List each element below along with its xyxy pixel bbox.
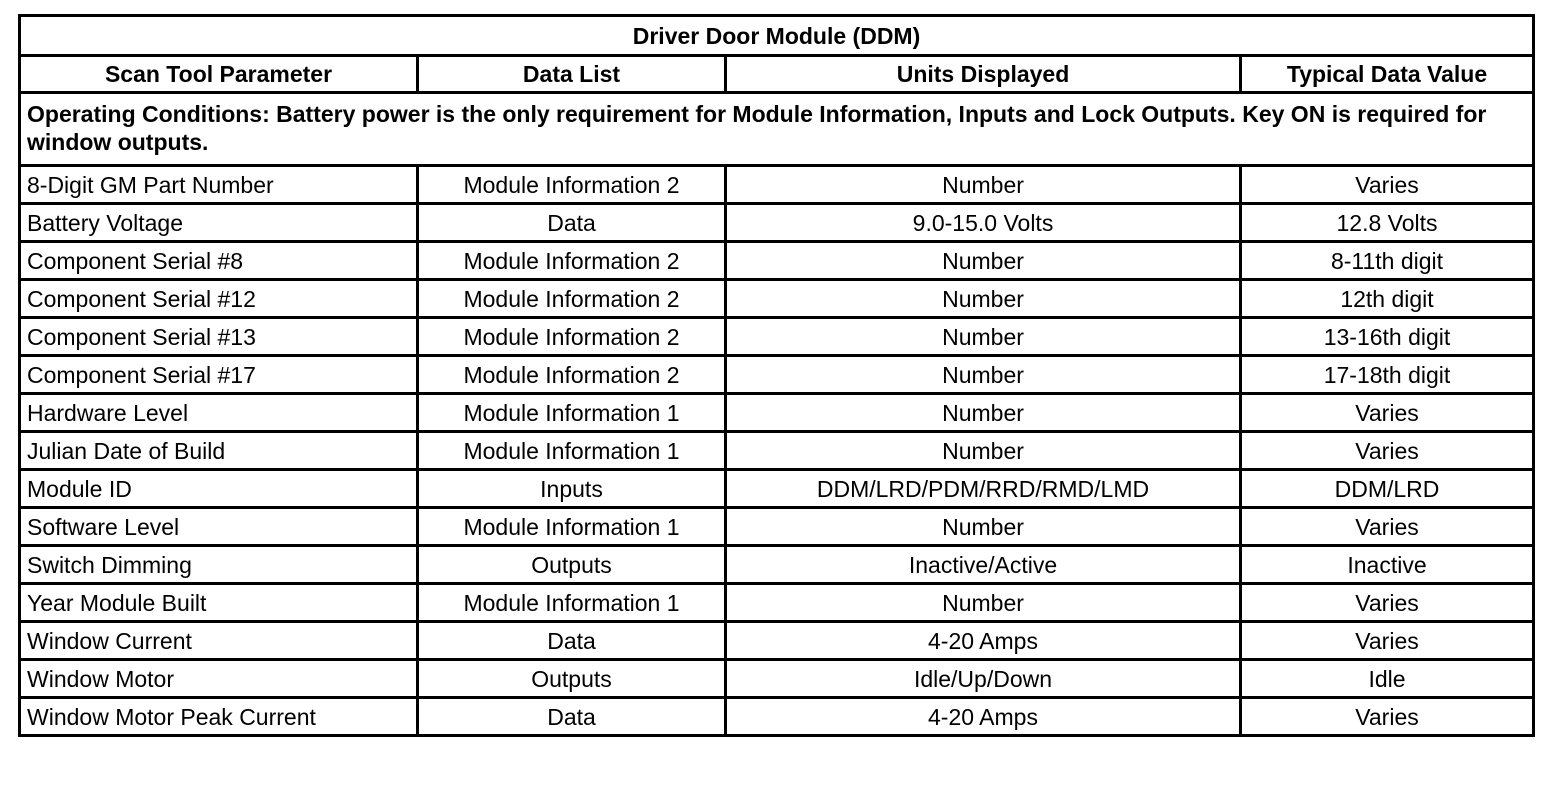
table-row: [20, 622, 1534, 660]
cell-scan-tool-parameter: Software Level: [20, 508, 418, 546]
cell-units-displayed: DDM/LRD/PDM/RRD/RMD/LMD: [726, 470, 1241, 508]
table-row: [20, 432, 1534, 470]
cell-units-displayed: Number: [726, 166, 1241, 204]
cell-typical-data-value: Varies: [1241, 394, 1534, 432]
cell-data-list: Data: [418, 698, 726, 736]
cell-typical-data-value: Varies: [1241, 166, 1534, 204]
cell-data-list: Module Information 1: [418, 394, 726, 432]
cell-units-displayed: Number: [726, 242, 1241, 280]
cell-scan-tool-parameter: Component Serial #13: [20, 318, 418, 356]
table-row: [20, 318, 1534, 356]
cell-data-list: Module Information 2: [418, 166, 726, 204]
cell-units-displayed: 4-20 Amps: [726, 698, 1241, 736]
cell-units-displayed: Inactive/Active: [726, 546, 1241, 584]
table-row: [20, 584, 1534, 622]
cell-scan-tool-parameter: Component Serial #8: [20, 242, 418, 280]
cell-typical-data-value: Varies: [1241, 698, 1534, 736]
cell-typical-data-value: Inactive: [1241, 546, 1534, 584]
cell-units-displayed: 4-20 Amps: [726, 622, 1241, 660]
cell-units-displayed: 9.0-15.0 Volts: [726, 204, 1241, 242]
cell-data-list: Module Information 2: [418, 280, 726, 318]
cell-data-list: Module Information 1: [418, 508, 726, 546]
cell-scan-tool-parameter: Component Serial #17: [20, 356, 418, 394]
cell-typical-data-value: 8-11th digit: [1241, 242, 1534, 280]
cell-data-list: Outputs: [418, 546, 726, 584]
cell-typical-data-value: Varies: [1241, 432, 1534, 470]
table-row: [20, 356, 1534, 394]
cell-typical-data-value: Varies: [1241, 508, 1534, 546]
cell-data-list: Module Information 1: [418, 584, 726, 622]
cell-scan-tool-parameter: Hardware Level: [20, 394, 418, 432]
cell-units-displayed: Number: [726, 280, 1241, 318]
table-row: [20, 204, 1534, 242]
cell-scan-tool-parameter: Battery Voltage: [20, 204, 418, 242]
column-header-scan-tool-parameter: Scan Tool Parameter: [20, 56, 418, 93]
column-header-row: [20, 56, 1534, 93]
cell-scan-tool-parameter: Julian Date of Build: [20, 432, 418, 470]
cell-data-list: Module Information 1: [418, 432, 726, 470]
table-title-row: [20, 16, 1534, 56]
ddm-data-sheet: [18, 14, 1532, 737]
table-row: [20, 394, 1534, 432]
cell-units-displayed: Idle/Up/Down: [726, 660, 1241, 698]
cell-units-displayed: Number: [726, 584, 1241, 622]
column-header-typical-data-value: Typical Data Value: [1241, 56, 1534, 93]
table-row: [20, 508, 1534, 546]
operating-conditions-text: Operating Conditions: Battery power is the only requirement for Module Information, Inputs and Lock Outputs. Key ON is required for window outputs.: [20, 93, 1534, 166]
cell-typical-data-value: Varies: [1241, 622, 1534, 660]
cell-data-list: Module Information 2: [418, 356, 726, 394]
cell-scan-tool-parameter: 8-Digit GM Part Number: [20, 166, 418, 204]
cell-typical-data-value: DDM/LRD: [1241, 470, 1534, 508]
cell-data-list: Inputs: [418, 470, 726, 508]
cell-units-displayed: Number: [726, 432, 1241, 470]
table-row: [20, 470, 1534, 508]
cell-scan-tool-parameter: Switch Dimming: [20, 546, 418, 584]
table-title: Driver Door Module (DDM): [20, 16, 1534, 56]
cell-data-list: Outputs: [418, 660, 726, 698]
table-row: [20, 166, 1534, 204]
table-row: [20, 242, 1534, 280]
operating-conditions-row: [20, 93, 1534, 166]
cell-units-displayed: Number: [726, 508, 1241, 546]
cell-typical-data-value: 17-18th digit: [1241, 356, 1534, 394]
table-row: [20, 280, 1534, 318]
cell-typical-data-value: Idle: [1241, 660, 1534, 698]
cell-units-displayed: Number: [726, 318, 1241, 356]
cell-units-displayed: Number: [726, 394, 1241, 432]
cell-scan-tool-parameter: Window Motor Peak Current: [20, 698, 418, 736]
cell-scan-tool-parameter: Year Module Built: [20, 584, 418, 622]
cell-scan-tool-parameter: Window Motor: [20, 660, 418, 698]
ddm-parameter-table: [18, 14, 1535, 737]
column-header-units-displayed: Units Displayed: [726, 56, 1241, 93]
cell-data-list: Data: [418, 204, 726, 242]
cell-data-list: Module Information 2: [418, 318, 726, 356]
cell-scan-tool-parameter: Module ID: [20, 470, 418, 508]
table-row: [20, 660, 1534, 698]
table-row: [20, 546, 1534, 584]
cell-scan-tool-parameter: Component Serial #12: [20, 280, 418, 318]
cell-typical-data-value: 12.8 Volts: [1241, 204, 1534, 242]
cell-typical-data-value: Varies: [1241, 584, 1534, 622]
column-header-data-list: Data List: [418, 56, 726, 93]
cell-data-list: Data: [418, 622, 726, 660]
cell-data-list: Module Information 2: [418, 242, 726, 280]
cell-typical-data-value: 12th digit: [1241, 280, 1534, 318]
cell-scan-tool-parameter: Window Current: [20, 622, 418, 660]
cell-units-displayed: Number: [726, 356, 1241, 394]
table-row: [20, 698, 1534, 736]
cell-typical-data-value: 13-16th digit: [1241, 318, 1534, 356]
